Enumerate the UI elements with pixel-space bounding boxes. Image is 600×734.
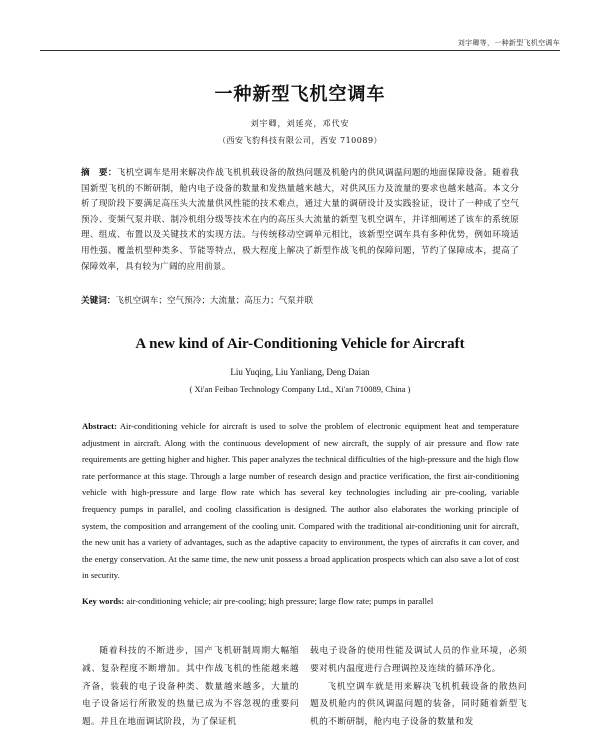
en-authors: Liu Yuqing, Liu Yanliang, Deng Daian — [230, 367, 370, 377]
body-left-column — [82, 643, 299, 732]
en-abstract-text: Air-conditioning vehicle for aircraft is used to solve the problem of electronic equipment heat and temperature adjustment in aircraft. Along with the continuous development of new aircraft, the supply of air pressure and flow rate requirements are getting higher and higher. This paper analyzes the technical difficulties of the high-pressure and the high flow rate performance at this stage. Through a large number of research design and practice verification, the first air-conditioning vehicle with high-pressure and large flow rate which has several key technologies including air pre-cooling, variable frequency pumps in parallel, and cooling classification is designed. The author also elaborates the working principle of system, the composition and arrangement of the cooling unit. Compared with the traditional air-conditioning unit for aircraft, the new unit has a variety of advantages, such as the adaptive capacity to environment, the types of aircrafts it can cover, and the energy conservation. At the same time, the new unit possess a broad application prospects which can also save a lot of cost in security. — [82, 421, 519, 581]
cn-affiliation: （西安飞豹科技有限公司，西安 710089） — [217, 136, 383, 145]
en-keywords — [82, 595, 519, 607]
body-paragraph: 飞机空调车就是用来解决飞机机载设备的散热问题及机舱内的供风调温问题的装备，同时随着新型飞机的不断研制，舱内电子设备的数量和发 — [310, 681, 527, 728]
cn-authors: 刘宇卿，刘延亮，邓代安 — [250, 119, 350, 128]
header-rule — [40, 50, 560, 51]
cn-title: 一种新型飞机空调车 — [214, 84, 386, 105]
cn-keywords-label: 关键词： — [81, 296, 116, 306]
en-keywords-label: Key words: — [82, 596, 125, 606]
cn-abstract-text: 飞机空调车是用来解决作战飞机机载设备的散热问题及机舱内的供风调温问题的地面保障设备。随着我国新型飞机的不断研制，舱内电子设备的数量和发热量越来越大，对供风压力及流量的要求也越来越高。本文分析了现阶段下要满足高压头大流量供风性能的技术难点，通过大量的调研设计及实践验证，设计了一种成了空气预冷、变频气泵并联、制冷机组分级等技术在内的高压头大流量的新型飞机空调车，并详细阐述了该车的系统原理、组成、布置以及关键技术的实现方法。与传统移动空调单元相比，该新型空调车具有多种优势，例如环境适用性强、覆盖机型种类多、节能等特点，极大程度上解决了新型作战飞机的保障问题，节约了保障成本，提高了保障效率，具有较为广阔的应用前景。 — [81, 168, 519, 272]
en-affiliation: ( Xi'an Feibao Technology Company Ltd., Xi'an 710089, China ) — [189, 384, 411, 394]
body-right-column — [310, 643, 527, 732]
cn-keywords-text: 飞机空调车；空气预冷；大流量；高压力；气泵并联 — [115, 296, 314, 306]
cn-keywords — [81, 295, 519, 307]
cn-abstract — [81, 166, 519, 275]
body-paragraph: 随着科技的不断进步，国产飞机研制周期大幅缩减、复杂程度不断增加。其中作战飞机的性能越来越齐备，装载的电子设备种类、数量越来越多，大量的电子设备运行所散发的热量已成为不容忽视的重要问题。并且在地面调试阶段，为了保证机 — [82, 646, 299, 728]
body-paragraph: 载电子设备的使用性能及调试人员的作业环境，必须要对机内温度进行合理调控及连续的循环净化。 — [310, 646, 527, 674]
en-title: A new kind of Air-Conditioning Vehicle for Aircraft — [135, 336, 465, 352]
en-abstract — [82, 418, 519, 584]
en-abstract-label: Abstract: — [82, 421, 117, 431]
cn-abstract-label: 摘 要： — [81, 168, 117, 178]
running-head: 刘宇卿等，一种新型飞机空调车 — [457, 39, 560, 47]
en-keywords-text: air-conditioning vehicle; air pre-cooling; high pressure; large flow rate; pumps in parallel — [126, 596, 434, 606]
